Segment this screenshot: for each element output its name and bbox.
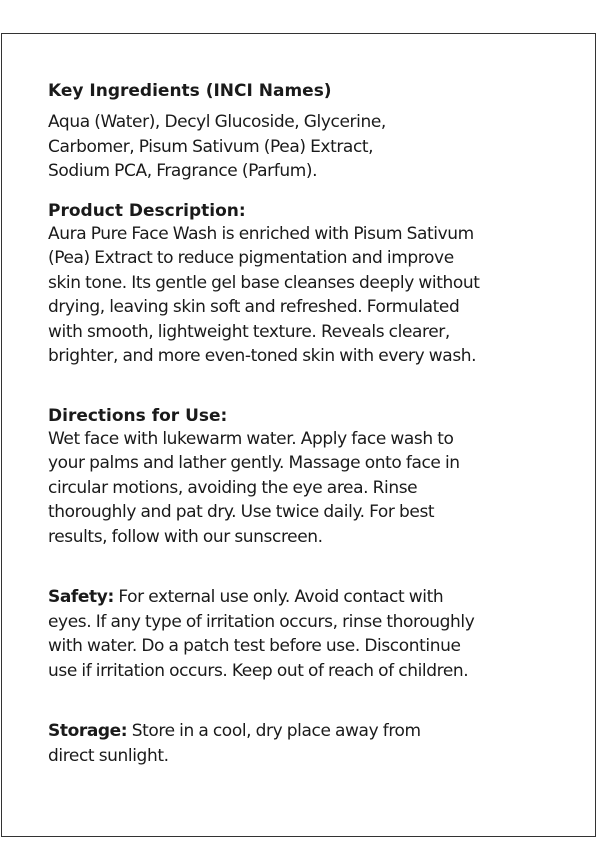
description-line: (Pea) Extract to reduce pigmentation and improve — [48, 248, 454, 268]
description-line: drying, leaving skin soft and refreshed. Formulated — [48, 297, 460, 317]
ingredients-line: Carbomer, Pisum Sativum (Pea) Extract, — [48, 136, 374, 157]
description-line: brighter, and more even-toned skin with every wash. — [48, 346, 477, 366]
directions-text — [48, 427, 548, 550]
description-line: Aura Pure Face Wash is enriched with Pisum Sativum — [48, 223, 474, 244]
ingredients-text — [48, 110, 548, 184]
safety-line: with water. Do a patch test before use. Discontinue — [48, 636, 461, 656]
description-text — [48, 222, 548, 369]
directions-heading: Directions for Use: — [48, 405, 228, 426]
description-heading: Product Description: — [48, 200, 246, 221]
description-line: skin tone. Its gentle gel base cleanses deeply without — [48, 272, 480, 293]
storage-label: Storage: — [48, 721, 128, 741]
storage-text — [48, 719, 548, 768]
safety-line: For external use only. Avoid contact with — [113, 587, 444, 607]
safety-line: eyes. If any type of irritation occurs, rinse thoroughly — [48, 611, 475, 632]
directions-line: your palms and lather gently. Massage onto face in — [48, 453, 460, 473]
ingredients-heading: Key Ingredients (INCI Names) — [48, 81, 332, 101]
label-content — [48, 80, 548, 768]
ingredients-line: Sodium PCA, Fragrance (Parfum). — [48, 161, 318, 181]
ingredients-line: Aqua (Water), Decyl Glucoside, Glycerine, — [48, 112, 386, 132]
directions-line: thoroughly and pat dry. Use twice daily. For best — [48, 502, 435, 522]
safety-text — [48, 585, 548, 683]
description-line: with smooth, lightweight texture. Reveals clearer, — [48, 321, 450, 342]
directions-line: results, follow with our sunscreen. — [48, 526, 323, 547]
directions-line: circular motions, avoiding the eye area. Rinse — [48, 477, 418, 498]
directions-line: Wet face with lukewarm water. Apply face wash to — [48, 428, 454, 449]
storage-line: Store in a cool, dry place away from — [127, 721, 421, 741]
safety-line: use if irritation occurs. Keep out of reach of children. — [48, 660, 469, 681]
safety-label: Safety: — [48, 587, 114, 607]
storage-line: direct sunlight. — [48, 745, 169, 766]
